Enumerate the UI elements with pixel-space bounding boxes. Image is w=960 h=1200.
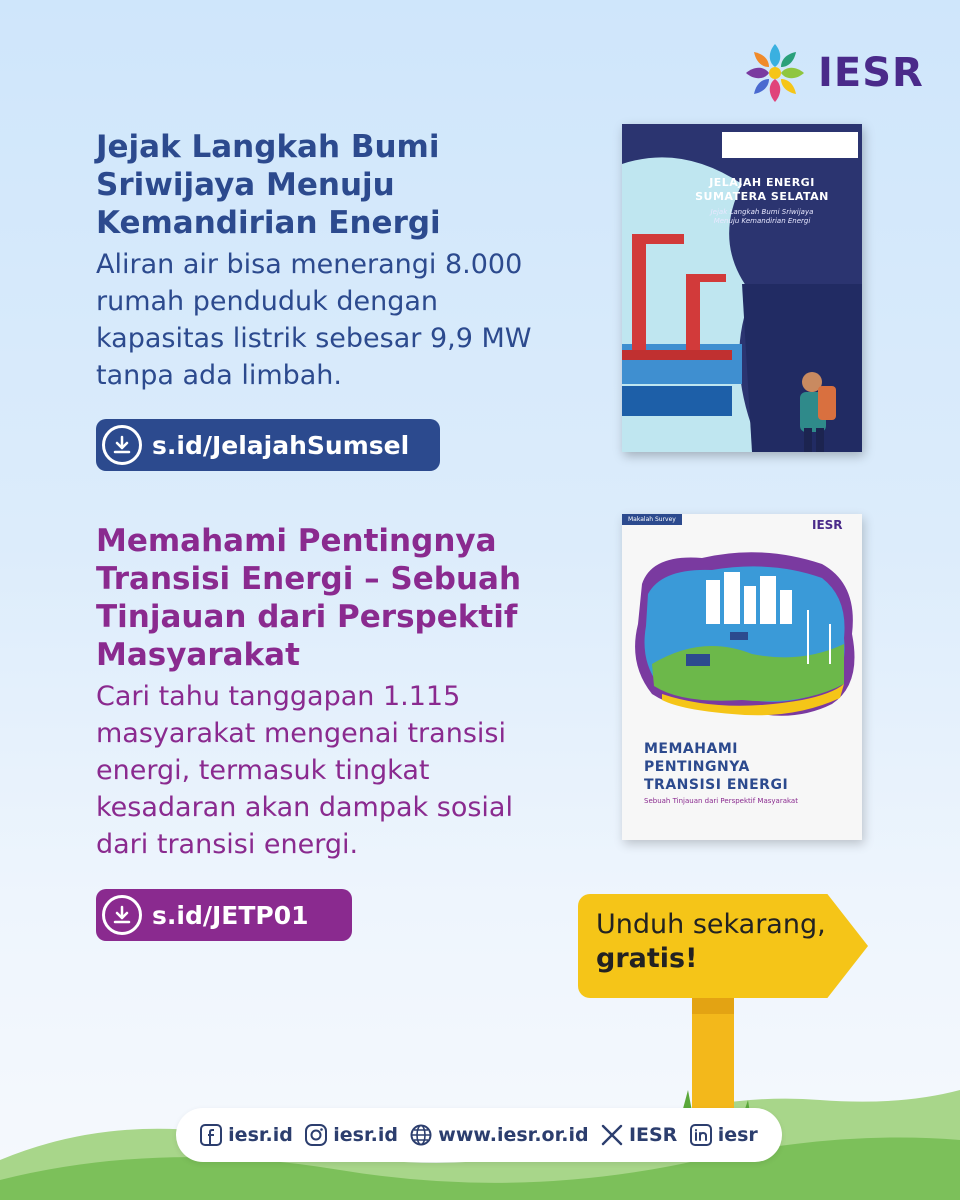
cover2-title [644, 740, 788, 794]
instagram-handle: iesr.id [333, 1124, 398, 1146]
cover1-subtitle-line: Jejak Langkah Bumi Sriwijaya [710, 208, 814, 216]
report1-title-line: Sriwijaya Menuju [96, 167, 395, 203]
facebook-link[interactable] [200, 1124, 293, 1146]
report2-title [96, 522, 576, 674]
report2-title-line: Memahami Pentingnya [96, 523, 497, 559]
logo-text: IESR [818, 50, 924, 96]
report1-section [96, 128, 576, 394]
report1-desc-line: Aliran air bisa menerangi 8.000 [96, 249, 523, 280]
cover2-title-line: PENTINGNYA [644, 759, 750, 775]
report2-link-text: s.id/JETP01 [152, 900, 309, 930]
report1-desc-line: tanpa ada limbah. [96, 360, 343, 391]
x-handle: IESR [628, 1124, 678, 1146]
report2-title-line: Masyarakat [96, 637, 300, 673]
cover1-subtitle [662, 208, 862, 226]
report2-desc-line: Cari tahu tanggapan 1.115 [96, 681, 461, 712]
download-icon [102, 895, 142, 935]
report1-desc-line: kapasitas listrik sebesar 9,9 MW [96, 323, 532, 354]
report2-title-line: Tinjauan dari Perspektif [96, 599, 518, 635]
report2-desc-line: dari transisi energi. [96, 829, 359, 860]
facebook-handle: iesr.id [228, 1124, 293, 1146]
report2-section [96, 522, 576, 863]
signpost-line2: gratis! [596, 943, 698, 974]
cover2-tag: Makalah Survey [622, 514, 682, 525]
cover1-title-line: SUMATERA SELATAN [695, 190, 829, 203]
cover2-logo: IESR [812, 518, 843, 532]
report1-desc-line: rumah penduduk dengan [96, 286, 438, 317]
instagram-link[interactable] [305, 1124, 398, 1146]
website-url: www.iesr.or.id [438, 1124, 589, 1146]
signpost-pole-shadow [692, 996, 734, 1014]
cover2-title-line: MEMAHAMI [644, 741, 738, 757]
cover1-subtitle-line: Menuju Kemandirian Energi [713, 217, 811, 225]
facebook-icon [200, 1124, 222, 1146]
cover1-illustration [622, 124, 862, 452]
linkedin-icon [690, 1124, 712, 1146]
download-icon [102, 425, 142, 465]
globe-icon [410, 1124, 432, 1146]
signpost-pole [692, 996, 734, 1116]
report2-desc-line: energi, termasuk tingkat [96, 755, 430, 786]
report1-title-line: Kemandirian Energi [96, 205, 441, 241]
report1-description [96, 246, 576, 394]
x-link[interactable] [601, 1124, 677, 1146]
iesr-flower-icon [738, 36, 812, 110]
social-footer [176, 1108, 782, 1162]
report1-link-text: s.id/JelajahSumsel [152, 430, 410, 460]
report1-title [96, 128, 576, 242]
signpost-text [596, 908, 826, 976]
website-link[interactable] [410, 1124, 588, 1146]
report1-book-cover[interactable] [622, 124, 862, 452]
linkedin-link[interactable] [690, 1124, 758, 1146]
iesr-logo [738, 36, 924, 110]
signpost-line1: Unduh sekarang, [596, 909, 826, 940]
report2-download-link[interactable] [96, 889, 352, 941]
cover2-subtitle: Sebuah Tinjauan dari Perspektif Masyarakat [644, 797, 798, 805]
report1-download-link[interactable] [96, 419, 440, 471]
report2-title-line: Transisi Energi – Sebuah [96, 561, 522, 597]
report2-book-cover[interactable] [622, 514, 862, 840]
linkedin-handle: iesr [717, 1124, 758, 1146]
instagram-icon [305, 1124, 327, 1146]
cover1-title [662, 176, 862, 204]
report1-title-line: Jejak Langkah Bumi [96, 129, 440, 165]
cover2-title-line: TRANSISI ENERGI [644, 777, 789, 793]
report2-desc-line: masyarakat mengenai transisi [96, 718, 506, 749]
report2-description [96, 678, 576, 863]
cover1-title-line: JELAJAH ENERGI [709, 176, 815, 189]
report2-desc-line: kesadaran akan dampak sosial [96, 792, 513, 823]
x-icon [601, 1124, 623, 1146]
